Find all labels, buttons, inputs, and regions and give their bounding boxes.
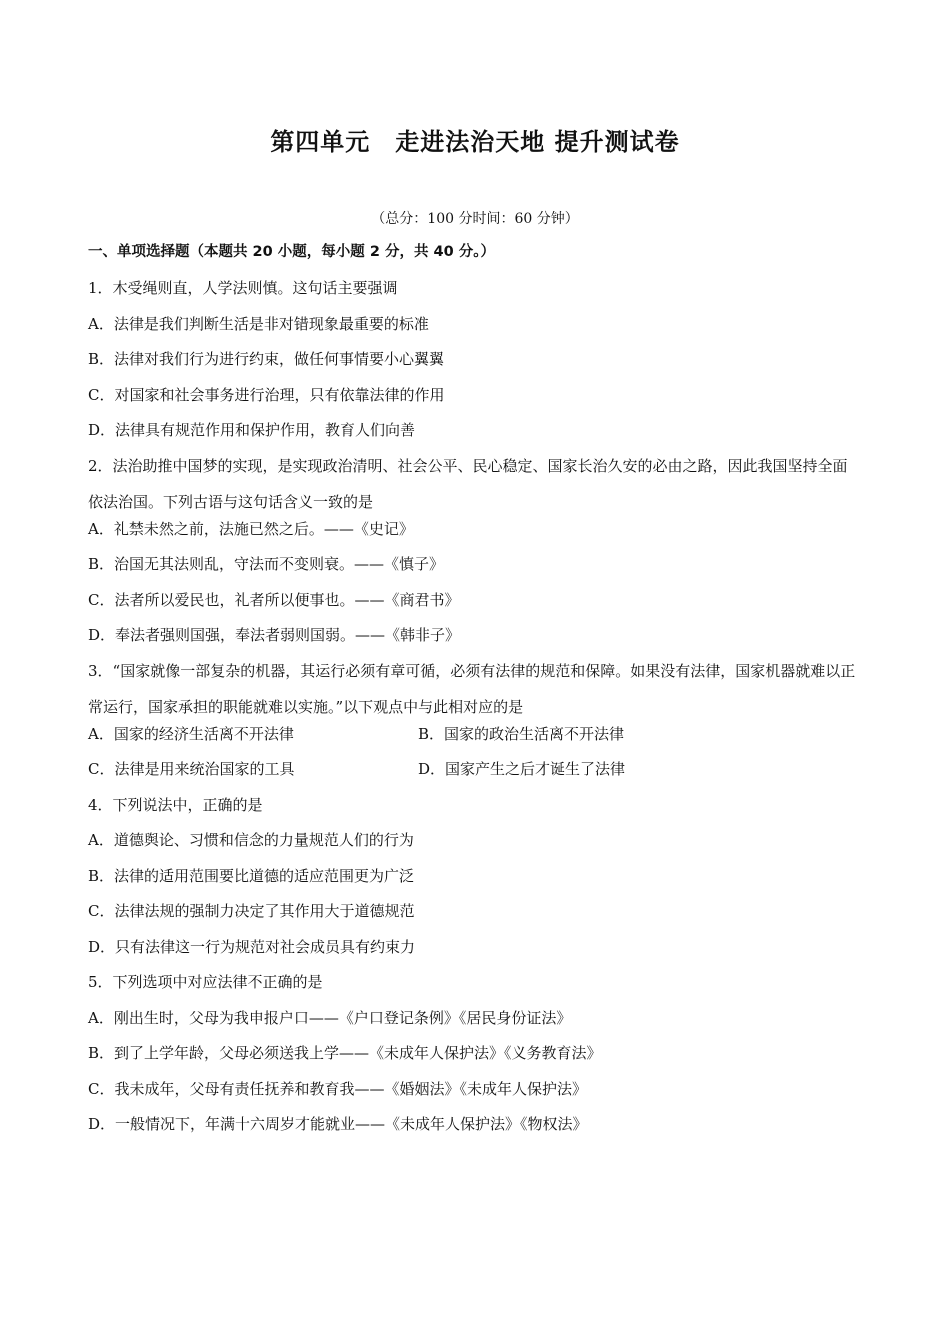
options-row xyxy=(88,725,858,761)
option-c: C．我未成年，父母有责任抚养和教育我——《婚姻法》《未成年人保护法》 xyxy=(88,1079,587,1098)
option-a: A．国家的经济生活离不开法律 xyxy=(88,724,294,743)
exam-content xyxy=(88,243,858,1151)
option-b: B．到了上学年龄，父母必须送我上学——《未成年人保护法》《义务教育法》 xyxy=(88,1044,602,1062)
question-1 xyxy=(88,279,858,457)
question-4 xyxy=(88,796,858,974)
option-b: B．国家的政治生活离不开法律 xyxy=(418,724,625,743)
options-row xyxy=(88,760,858,796)
option-a: A．道德舆论、习惯和信念的力量规范人们的行为 xyxy=(88,831,414,849)
question-stem: 5．下列选项中对应法律不正确的是 xyxy=(88,973,323,991)
question-stem xyxy=(88,448,858,520)
option-a: A．礼禁未然之前，法施已然之后。——《史记》 xyxy=(88,519,414,538)
question-2 xyxy=(88,448,858,662)
question-stem-text: 3．“国家就像一部复杂的机器，其运行必须有章可循，必须有法律的规范和保障。如果没有法律，国家机器就难以正常运行，国家承担的职能就难以实施。”以下观点中与此相对应的是 xyxy=(88,661,856,716)
option-b: B．法律的适用范围要比道德的适应范围更为广泛 xyxy=(88,866,415,885)
option-b: B．法律对我们行为进行约束，做任何事情要小心翼翼 xyxy=(88,350,445,368)
section-heading: 一、单项选择题（本题共 20 小题，每小题 2 分，共 40 分。） xyxy=(88,244,495,260)
option-d: D．法律具有规范作用和保护作用，教育人们向善 xyxy=(88,421,416,439)
option-c: C．法律法规的强制力决定了其作用大于道德规范 xyxy=(88,902,415,920)
option-a: A．法律是我们判断生活是非对错现象最重要的标准 xyxy=(88,314,429,333)
option-a: A．刚出生时，父母为我申报户口——《户口登记条例》《居民身份证法》 xyxy=(88,1008,572,1027)
option-c: C．法律是用来统治国家的工具 xyxy=(88,760,295,778)
question-stem xyxy=(88,653,858,725)
option-c: C．法者所以爱民也，礼者所以便事也。——《商君书》 xyxy=(88,590,460,609)
question-stem: 1．木受绳则直，人学法则慎。这句话主要强调 xyxy=(88,279,398,297)
option-c: C．对国家和社会事务进行治理，只有依靠法律的作用 xyxy=(88,385,445,404)
option-d: D．只有法律这一行为规范对社会成员具有约束力 xyxy=(88,937,416,956)
question-stem: 4．下列说法中，正确的是 xyxy=(88,795,263,814)
option-d: D．一般情况下，年满十六周岁才能就业——《未成年人保护法》《物权法》 xyxy=(88,1115,588,1133)
question-5 xyxy=(88,973,858,1151)
option-b: B．治国无其法则乱，守法而不变则衰。——《慎子》 xyxy=(88,555,445,573)
question-stem-text: 2．法治助推中国梦的实现，是实现政治清明、社会公平、民心稳定、国家长治久安的必由之路，因此我国坚持全面依法治国。下列古语与这句话含义一致的是 xyxy=(88,456,848,511)
option-d: D．国家产生之后才诞生了法律 xyxy=(418,760,626,778)
question-3 xyxy=(88,653,858,796)
option-d: D．奉法者强则国强，奉法者弱则国弱。——《韩非子》 xyxy=(88,626,461,644)
page-title: 第四单元 走进法治天地 提升测试卷 xyxy=(270,128,680,156)
exam-info: （总分：100 分时间：60 分钟） xyxy=(371,211,579,227)
